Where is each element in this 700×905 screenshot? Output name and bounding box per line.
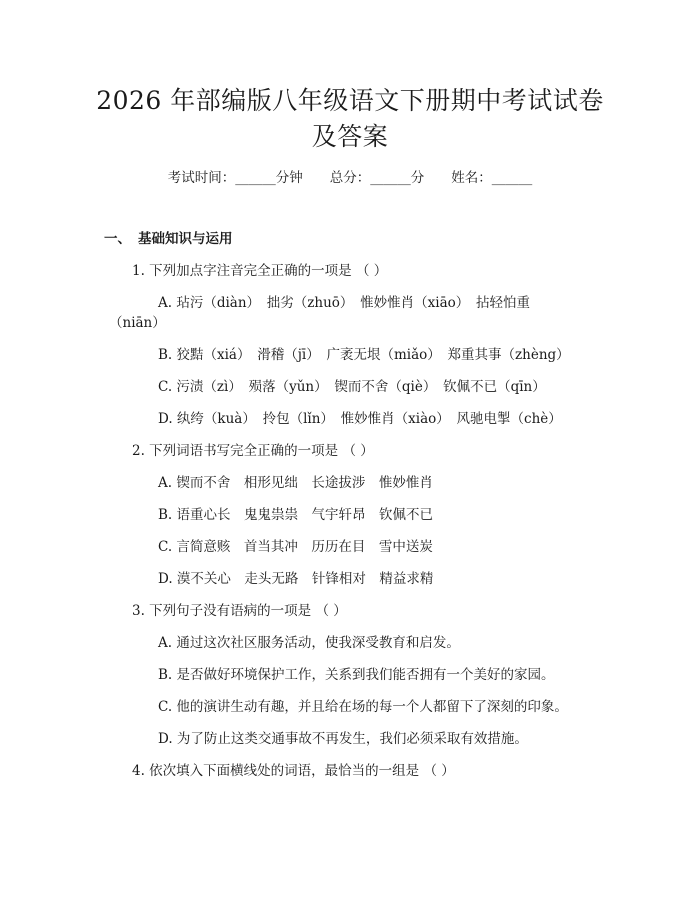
question-2-option-c: C. 言简意赅 首当其冲 历历在目 雪中送炭 (158, 539, 433, 555)
question-2-option-a: A. 锲而不舍 相形见绌 长途拔涉 惟妙惟肖 (158, 475, 433, 491)
question-2-option-b: B. 语重心长 鬼鬼祟祟 气宇轩昂 钦佩不已 (158, 507, 434, 523)
section-heading (104, 229, 233, 249)
question-4-stem: 4. 依次填入下面横线处的词语，最恰当的一组是 （ ） (132, 763, 455, 779)
page-title-line-1: 2026 年部编版八年级语文下册期中考试试卷 (96, 86, 604, 115)
question-3-option-c: C. 他的演讲生动有趣，并且给在场的每一个人都留下了深刻的印象。 (158, 699, 568, 715)
question-1-stem: 1. 下列加点字注音完全正确的一项是 （ ） (132, 263, 388, 279)
question-1-option-b: B. 狡黠（xiá） 滑稽（jī） 广袤无垠（miǎo） 郑重其事（zhèng） (158, 347, 570, 363)
question-1-option-a: A. 玷污（diàn） 拙劣（zhuō） 惟妙惟肖（xiāo） 拈轻怕重 (158, 295, 531, 311)
section-title: 基础知识与运用 (138, 231, 233, 247)
question-3-option-b: B. 是否做好环境保护工作，关系到我们能否拥有一个美好的家园。 (158, 667, 555, 683)
question-1-option-c: C. 污渍（zì） 殒落（yǔn） 锲而不舍（qiè） 钦佩不已（qīn） (158, 379, 546, 395)
question-1-option-a-continued: （niān） (109, 315, 166, 331)
exam-info: 考试时间：______分钟 总分：______分 姓名：______ (167, 170, 533, 186)
section-number: 一、 (104, 231, 131, 247)
question-1-option-d: D. 纨绔（kuà） 拎包（lǐn） 惟妙惟肖（xiào） 风驰电掣（chè） (158, 411, 562, 427)
question-3-option-d: D. 为了防止这类交通事故不再发生，我们必须采取有效措施。 (158, 731, 528, 747)
question-2-stem: 2. 下列词语书写完全正确的一项是 （ ） (132, 443, 374, 459)
question-2-option-d: D. 漠不关心 走头无路 针锋相对 精益求精 (158, 571, 434, 587)
question-3-option-a: A. 通过这次社区服务活动，使我深受教育和启发。 (158, 635, 460, 651)
page-title-line-2: 及答案 (311, 122, 389, 151)
question-3-stem: 3. 下列句子没有语病的一项是 （ ） (132, 603, 347, 619)
